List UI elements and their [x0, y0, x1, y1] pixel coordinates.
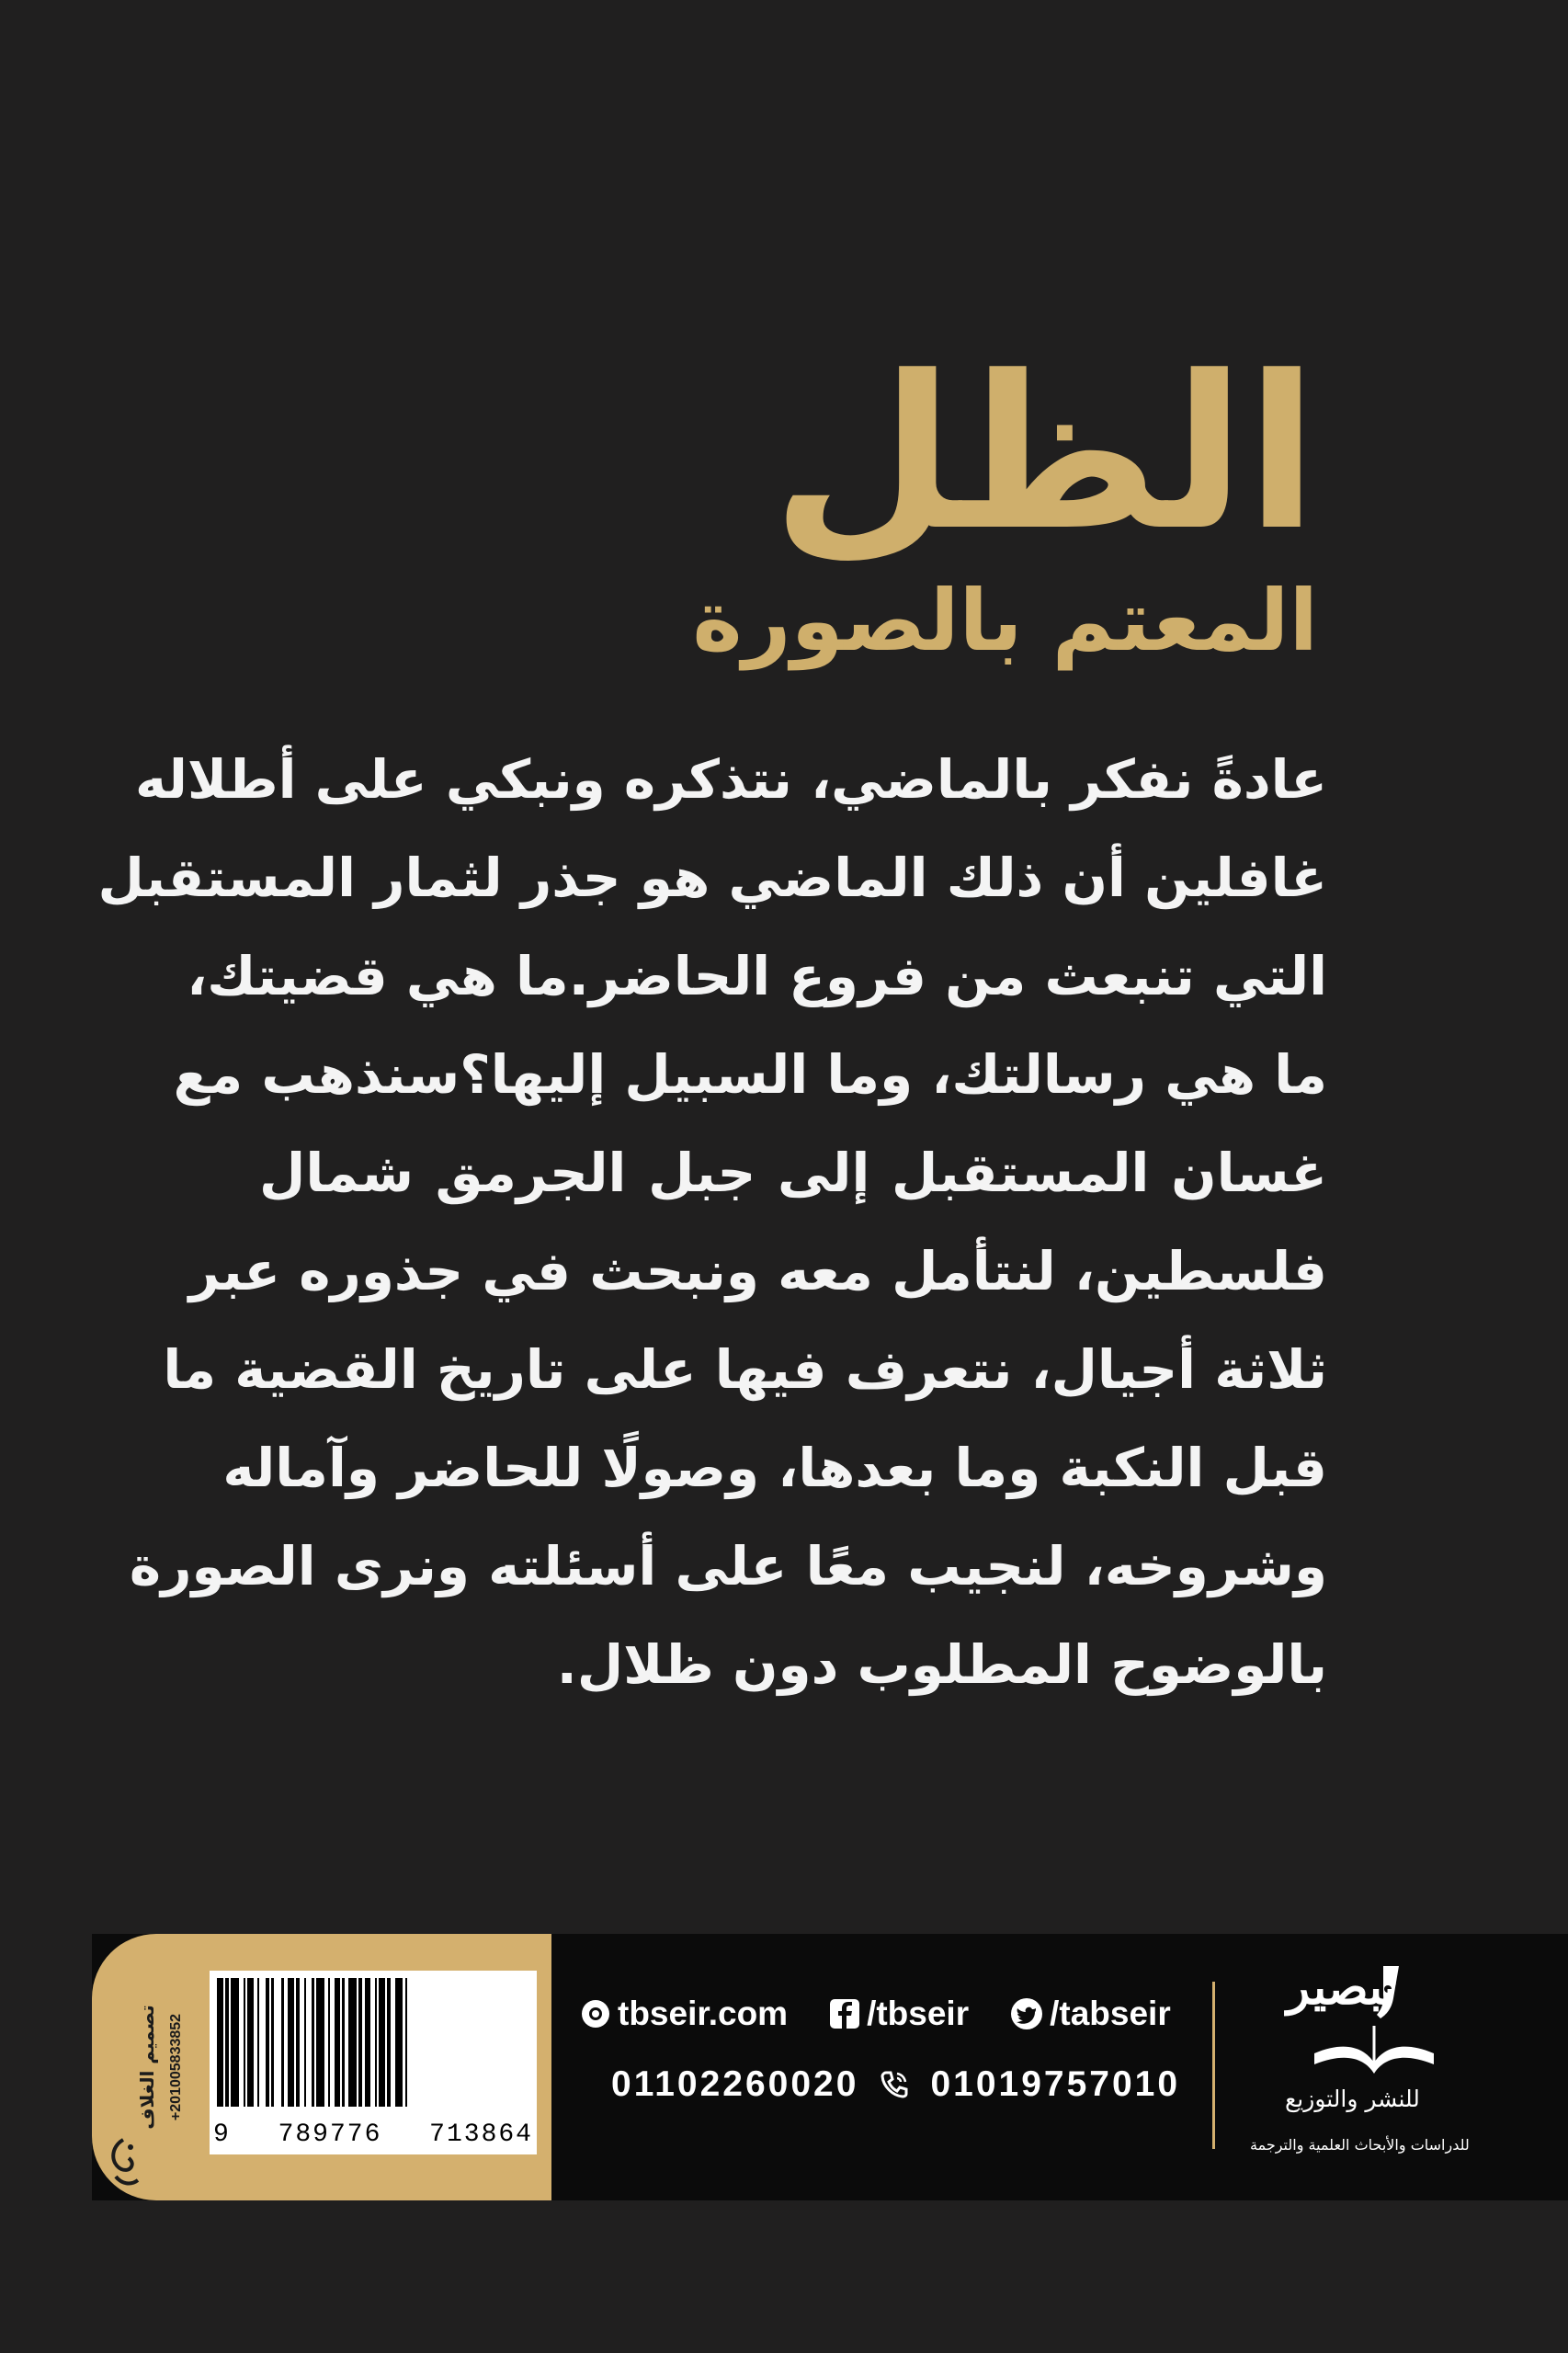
social-links [579, 1995, 1206, 2033]
book-title: الظل [771, 332, 1318, 577]
globe-icon [579, 1997, 612, 2030]
designer-phone: +201005833852 [168, 2013, 184, 2121]
barcode-bar [288, 1978, 294, 2107]
barcode [210, 1971, 537, 2154]
publisher-tagline: للدراسات والأبحاث العلمية والترجمة [1250, 2136, 1470, 2154]
book-subtitle: المعتم بالصورة [692, 572, 1318, 670]
designer-credit [97, 1952, 199, 2182]
phone-number-1[interactable]: 01102260020 [611, 2064, 859, 2104]
twitter-link[interactable] [1009, 1995, 1171, 2033]
barcode-bar [328, 1978, 330, 2107]
barcode-bar [375, 1978, 377, 2107]
barcode-bar [395, 1978, 403, 2107]
blurb-line: عادةً نفكر بالماضي، نتذكره ونبكي على أطلاله [134, 748, 1327, 811]
twitter-text: /tabseir [1050, 1995, 1171, 2032]
footer-bar [92, 1934, 1568, 2200]
barcode-bar [225, 1978, 229, 2107]
isbn-group: 9 [213, 2120, 231, 2149]
phone-number-2[interactable]: 01019757010 [930, 2064, 1181, 2104]
designer-logo-icon [103, 2136, 143, 2191]
barcode-bar [379, 1978, 385, 2107]
barcode-bar [312, 1978, 313, 2107]
barcode-bar [231, 1978, 239, 2107]
barcode-bar [247, 1978, 254, 2107]
barcode-bar [405, 1978, 407, 2107]
blurb-line: فلسطين، لنتأمل معه ونبحث في جذوره عبر [188, 1240, 1327, 1302]
barcode-bar [271, 1978, 273, 2107]
blurb [97, 731, 1327, 1714]
publisher-name: تبصير [1287, 1960, 1397, 2016]
barcode-bar [217, 1978, 223, 2107]
designer-credit-label: تصميم الغلاف [136, 2005, 158, 2130]
isbn-group: 789776 [278, 2120, 382, 2149]
blurb-line: التي تنبعث من فروع الحاضر.ما هي قضيتك، [187, 945, 1327, 1007]
barcode-bar [316, 1978, 324, 2107]
blurb-line: وشروخه، لنجيب معًا على أسئلته ونرى الصورة [129, 1535, 1327, 1597]
barcode-bar [348, 1978, 357, 2107]
blurb-line: غسان المستقبل إلى جبل الجرمق شمال [259, 1142, 1327, 1204]
barcode-bar [365, 1978, 371, 2107]
barcode-bars [217, 1978, 529, 2107]
barcode-bar [266, 1978, 269, 2107]
phone-numbers [611, 2064, 1180, 2105]
barcode-bar [281, 1978, 283, 2107]
barcode-panel [92, 1934, 551, 2200]
blurb-line: ثلاثة أجيال، نتعرف فيها على تاريخ القضية ما [163, 1338, 1327, 1401]
isbn-group: 713864 [429, 2120, 533, 2149]
blurb-line: بالوضوح المطلوب دون ظلال. [556, 1633, 1327, 1696]
footer-divider [1212, 1982, 1215, 2149]
blurb-line: غافلين أن ذلك الماضي هو جذر لثمار المستقبل [97, 847, 1327, 909]
website-link[interactable] [579, 1995, 788, 2033]
twitter-icon [1009, 1996, 1044, 2031]
blurb-line: قبل النكبة وما بعدها، وصولًا للحاضر وآماله [222, 1437, 1327, 1499]
barcode-bar [296, 1978, 300, 2107]
website-text: tbseir.com [618, 1995, 789, 2032]
barcode-bar [304, 1978, 306, 2107]
facebook-text: /tbseir [867, 1995, 970, 2032]
barcode-bar [244, 1978, 245, 2107]
blurb-line: ما هي رسالتك، وما السبيل إليها؟سنذهب مع [173, 1043, 1327, 1106]
barcode-bar [335, 1978, 341, 2107]
barcode-bar [257, 1978, 259, 2107]
barcode-bar [342, 1978, 344, 2107]
publisher-logo [1232, 1952, 1517, 2182]
barcode-bar [358, 1978, 362, 2107]
facebook-icon [828, 1997, 861, 2030]
isbn-digits [213, 2120, 533, 2149]
phone-icon [879, 2069, 910, 2100]
publisher-subtitle: للنشر والتوزيع [1285, 2086, 1420, 2112]
barcode-bar [387, 1978, 391, 2107]
facebook-link[interactable] [828, 1995, 969, 2033]
